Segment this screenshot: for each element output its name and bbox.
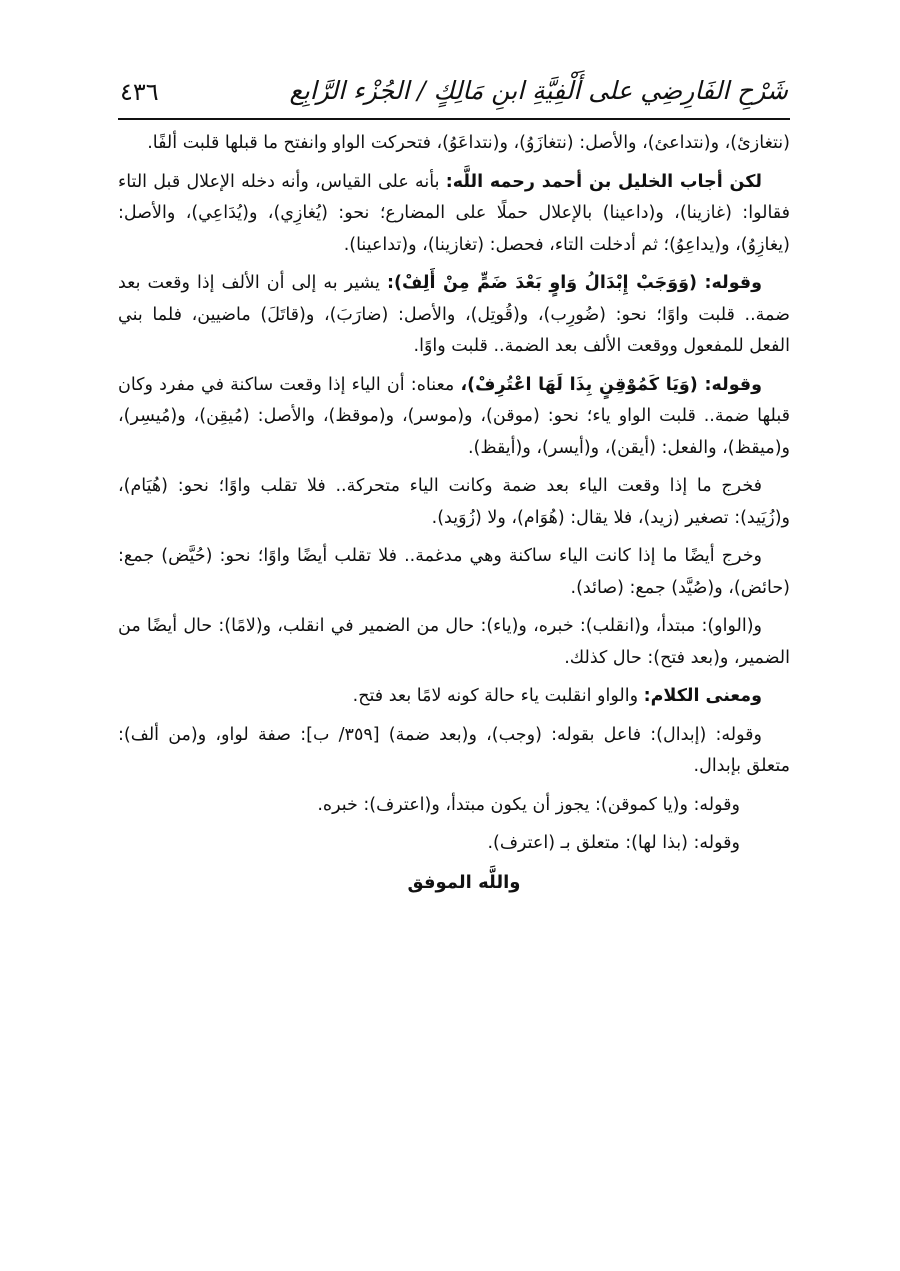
paragraph-text: وقوله: (إبدال): فاعل بقوله: (وجب)، و(بعد ضمة) [٣٥٩/ ب]: صفة لواو، و(من ألف): متعلق بإبدال. — [118, 724, 790, 776]
paragraph-text: وخرج أيضًا ما إذا كانت الياء ساكنة وهي مدغمة.. فلا تقلب أيضًا واوًا؛ نحو: (حُيَّض) جمع: (حائض)، و(صُيَّد) جمع: (صائد). — [118, 546, 790, 598]
paragraph — [118, 471, 790, 534]
paragraph-text: معناه: أن الياء إذا وقعت ساكنة في مفرد وكان قبلها ضمة.. قلبت الواو ياء؛ نحو: (موقن)، و(موسر)، و(موقظ)، والأصل: (مُيقِن)، و(مُيسِر)، و(ميقظ)، والفعل: (أيقن)، و(أيسر)، و(أيقظ). — [118, 374, 790, 458]
page — [118, 62, 790, 1182]
body-text — [118, 120, 790, 898]
paragraph — [118, 268, 790, 363]
paragraph-lead: وقوله: (وَيَا كَمُوْقِنٍ بِذَا لَهَا اعْتُرِفْ)، — [460, 374, 762, 395]
paragraph-text: وقوله: (بذا لها): متعلق بـ (اعترف). — [487, 833, 740, 853]
running-title: شَرْحِ الفَارِضِي على أَلْفِيَّةِ ابنِ مَالِكٍ / الجُزْء الرَّابِع — [289, 76, 788, 105]
paragraph-text: فخرج ما إذا وقعت الياء بعد ضمة وكانت الياء متحركة.. فلا تقلب واوًا؛ نحو: (هُيَام)، و(زُيَيد): تصغير (زيد)، فلا يقال: (هُوَام)، ولا (زُوَيد). — [118, 476, 790, 528]
paragraph — [118, 790, 790, 822]
paragraph — [118, 611, 790, 674]
paragraph-text: وقوله: و(يا كموقن): يجوز أن يكون مبتدأ، و(اعترف): خبره. — [317, 794, 740, 815]
paragraph-lead: لكن أجاب الخليل بن أحمد رحمه اللَّه: — [445, 171, 762, 192]
paragraph-text: والواو انقلبت ياء حالة كونه لامًا بعد فتح. — [352, 686, 644, 706]
paragraph-text: يشير به إلى أن الألف إذا وقعت بعد ضمة.. قلبت واوًا؛ نحو: (ضُورِب)، و(قُوتِل)، والأصل: (ضارَبَ)، و(قاتَلَ) ماضيين، فلما بني الفعل للمفعول ووقعت الألف بعد الضمة.. قلبت واوًا. — [118, 273, 790, 356]
paragraph — [118, 167, 790, 262]
paragraph — [118, 720, 790, 783]
paragraph — [118, 128, 790, 160]
paragraph — [118, 370, 790, 465]
page-number: ٤٣٦ — [120, 78, 159, 106]
paragraph-text: بأنه على القياس، وأنه دخله الإعلال قبل التاء فقالوا: (غازينا)، و(داعينا) بالإعلال حملًا على المضارع؛ نحو: (يُغازِي)، و(يُدَاعِي)، والأصل: (يغازِوُ)، و(يداعِوُ)؛ ثم أدخلت التاء، فحصل: (تغازينا)، و(تداعينا). — [118, 171, 790, 255]
running-header — [118, 62, 790, 116]
paragraph — [118, 681, 790, 713]
paragraph — [118, 828, 790, 860]
paragraph-text: (نتغازئ)، و(نتداعئ)، والأصل: (نتغازَوُ)، و(نتداعَوُ)، فتحركت الواو وانفتح ما قبلها قلبت ألفًا. — [147, 133, 790, 153]
paragraph-lead: وقوله: (وَوَجَبْ إِبْدَالُ وَاوٍ بَعْدَ ضَمٍّ مِنْ أَلِفْ): — [387, 273, 763, 293]
paragraph — [118, 541, 790, 604]
paragraph-text: و(الواو): مبتدأ، و(انقلب): خبره، و(ياء): حال من الضمير في انقلب، و(لامًا): حال أيضًا من الضمير، و(بعد فتح): حال كذلك. — [118, 616, 790, 668]
paragraph-lead: ومعنى الكلام: — [643, 686, 762, 706]
closing-line: واللَّه الموفق — [407, 871, 521, 893]
